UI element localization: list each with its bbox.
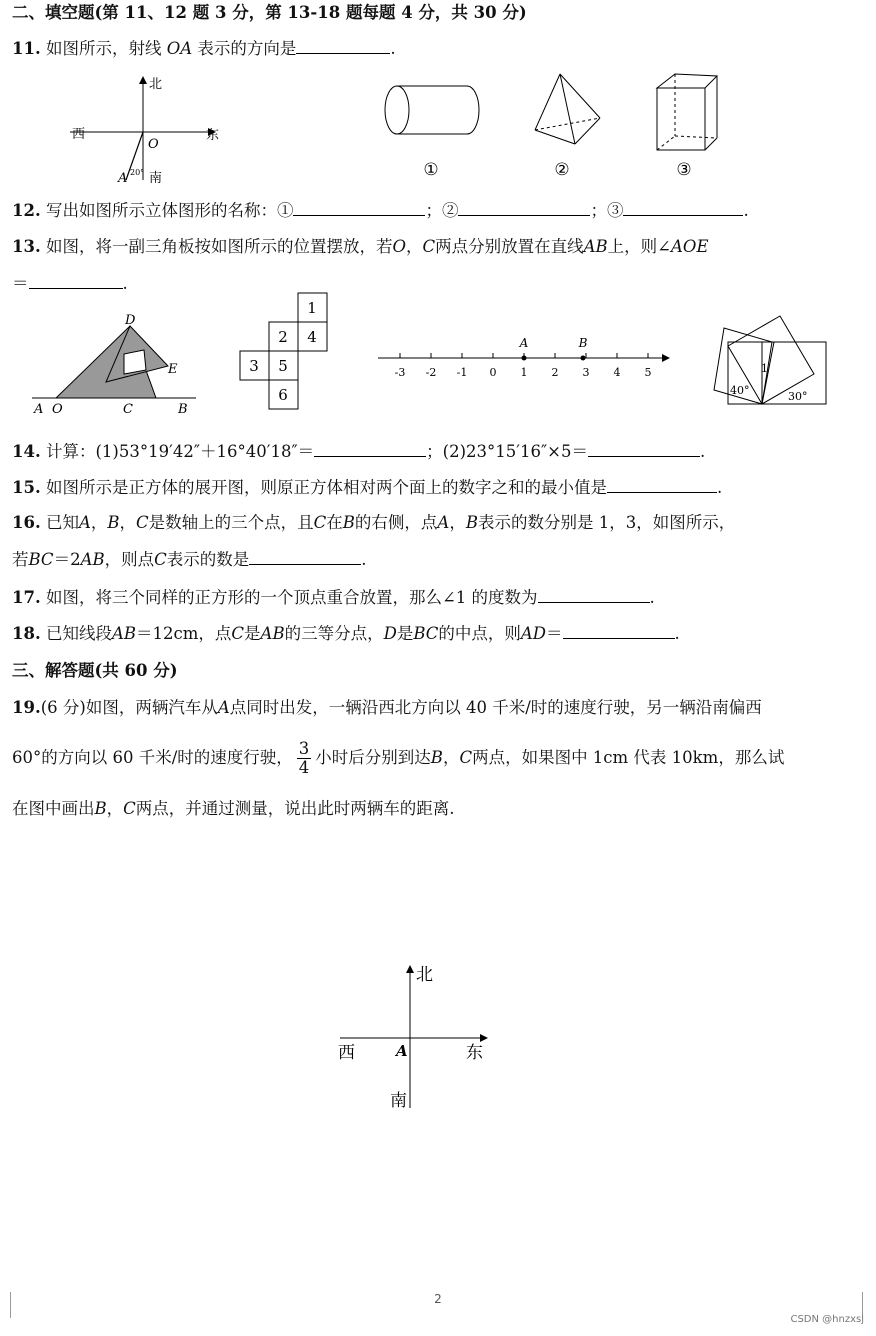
- q12-blank-1[interactable]: [293, 199, 425, 216]
- q13-v4: AOE: [671, 237, 709, 256]
- watermark: CSDN @hnzxsj: [790, 1314, 864, 1325]
- number-line-tick-label: -2: [425, 366, 437, 379]
- q18-ad: AD: [520, 624, 547, 643]
- q12-text: 写出如图所示立体图形的名称：①: [45, 201, 294, 220]
- q18-number: 18.: [12, 624, 41, 643]
- q15-number: 15.: [12, 478, 41, 497]
- q18-ab: AB: [111, 624, 137, 643]
- q19-c: C: [459, 748, 473, 767]
- q19-t2: 点同时出发，一辆沿西北方向以 40 千米/时的速度行驶，另一辆沿南偏西: [229, 698, 762, 717]
- q19-line2: [12, 740, 784, 777]
- q16-t2: 是数轴上的三个点，且: [148, 513, 314, 532]
- label-o: O: [52, 402, 63, 417]
- q18-answer-blank[interactable]: [563, 622, 675, 639]
- q11-number: 11.: [12, 39, 41, 58]
- solid-label-3: ③: [676, 160, 692, 180]
- q15-end: .: [716, 478, 723, 497]
- q18-d: D: [383, 624, 397, 643]
- number-line-tick-label: 3: [582, 366, 590, 379]
- number-line-label-b: B: [578, 336, 588, 350]
- q19-l3a: 在图中画出: [12, 799, 95, 818]
- q18-ab2: AB: [260, 624, 285, 643]
- q13-end: .: [122, 274, 128, 293]
- q16-c1: ，: [90, 513, 108, 532]
- number-line-tick-label: -1: [456, 366, 468, 379]
- label-c: C: [123, 402, 133, 417]
- q18-t7: ＝: [546, 624, 563, 643]
- q16-b2: B: [342, 513, 355, 532]
- q11-var: OA: [166, 39, 193, 58]
- q19-l2a: 60°的方向以 60 千米/时的速度行驶，: [12, 748, 293, 767]
- fraction-numerator: 3: [298, 739, 310, 758]
- q13-text: 如图，将一副三角板按如图所示的位置摆放，若: [45, 237, 393, 256]
- compass1-north-arrow: [139, 76, 147, 84]
- q16-ab: AB: [80, 550, 105, 569]
- q13-eq: ＝: [12, 274, 29, 293]
- net-num-1: 1: [307, 299, 317, 317]
- q19-a: A: [217, 698, 230, 717]
- compass1-east: 东: [206, 128, 220, 143]
- q14: [12, 440, 705, 463]
- number-line-tick-label: 2: [551, 366, 559, 379]
- q16-a2: A: [437, 513, 450, 532]
- q17-number: 17.: [12, 588, 41, 607]
- compass1-point-a: A: [118, 171, 128, 186]
- three-squares-figure: [700, 312, 834, 412]
- section2-title: 二、填空题(第 11、12 题 3 分，第 13-18 题每题 4 分，共 30 分): [12, 3, 527, 22]
- q14-sep: ；(2)23°15′16″×5＝: [426, 442, 588, 461]
- page-number: 2: [434, 1292, 442, 1306]
- q13: [12, 236, 709, 258]
- q16-c2v: C: [313, 513, 327, 532]
- triangle-boards-figure: [28, 310, 198, 418]
- q16-l2a: 若: [12, 550, 29, 569]
- q17-answer-blank[interactable]: [538, 586, 650, 603]
- q16-l2c: 表示的数是: [166, 550, 250, 569]
- compass2-south: 南: [390, 1091, 407, 1111]
- q16-b3: B: [465, 513, 478, 532]
- q16-answer-blank[interactable]: [249, 548, 361, 565]
- solid-label-1: ①: [423, 160, 439, 180]
- q19-t1: (6 分)如图，两辆汽车从: [40, 698, 218, 717]
- q16-t1: 已知: [45, 513, 79, 532]
- q14-blank-2[interactable]: [588, 440, 700, 457]
- q16-a: A: [78, 513, 91, 532]
- compass-figure-2: [330, 960, 500, 1112]
- compass2-east: 东: [466, 1043, 483, 1063]
- q13-v1: O: [392, 237, 406, 256]
- compass2-west: 西: [338, 1043, 355, 1063]
- cylinder-shape: [385, 86, 479, 134]
- q11-answer-blank[interactable]: [296, 37, 390, 54]
- q13-c1: ，: [406, 237, 423, 256]
- q16-l2b: ，则点: [104, 550, 155, 569]
- q16-t3: 在: [326, 513, 343, 532]
- q18-end: .: [674, 624, 680, 643]
- triangle-hole: [124, 350, 146, 374]
- number-line-tick-label: 1: [520, 366, 528, 379]
- q11: [12, 37, 396, 60]
- q13-number: 13.: [12, 237, 41, 256]
- compass2-north: 北: [416, 965, 433, 985]
- q14-blank-1[interactable]: [314, 440, 426, 457]
- q18-bc: BC: [413, 624, 439, 643]
- net-num-2: 2: [278, 328, 288, 346]
- q19-l3b: 两点，并通过测量，说出此时两辆车的距离.: [135, 799, 455, 818]
- fraction-three-quarters: [297, 740, 312, 777]
- q16-t5: 表示的数分别是 1，3，如图所示，: [477, 513, 736, 532]
- q13-answer-blank[interactable]: [29, 272, 123, 289]
- q14-text: 计算：(1)53°19′42″＋16°40′18″＝: [45, 442, 315, 461]
- q19: [12, 697, 762, 719]
- q16-c3: ，: [449, 513, 466, 532]
- q19-c2: ，: [106, 799, 124, 818]
- q15-text: 如图所示是正方体的展开图，则原正方体相对两个面上的数字之和的最小值是: [45, 478, 607, 497]
- q19-l2b: 小时后分别到达: [315, 748, 431, 767]
- compass2-origin-a: A: [396, 1042, 408, 1060]
- q16-end: .: [361, 550, 367, 569]
- prism-shape: [657, 74, 717, 150]
- q19-b: B: [430, 748, 443, 767]
- q19-number: 19.: [12, 698, 41, 717]
- q18-t3: 是: [244, 624, 261, 643]
- angle-30-label: 30°: [788, 390, 808, 403]
- compass1-angle: 20°: [130, 168, 145, 177]
- solid-label-2: ②: [554, 160, 570, 180]
- label-a: A: [34, 402, 44, 417]
- number-line-point-a: [522, 356, 527, 361]
- compass1-west: 西: [72, 127, 86, 142]
- q18-t2: ＝12cm，点: [136, 624, 232, 643]
- q16: [12, 512, 735, 534]
- q15: [12, 476, 722, 499]
- q15-answer-blank[interactable]: [607, 476, 717, 493]
- q14-end: .: [699, 442, 706, 461]
- q16-c2: ，: [119, 513, 137, 532]
- compass1-south: 南: [149, 171, 163, 186]
- compass-figure-1: [60, 72, 230, 187]
- q16-number: 16.: [12, 513, 41, 532]
- q13-v2: C: [422, 237, 436, 256]
- q17-text: 如图，将三个同样的正方形的一个顶点重合放置，那么∠1 的度数为: [45, 588, 538, 607]
- q19-b2: B: [94, 799, 107, 818]
- q19-c2v: C: [123, 799, 136, 818]
- fraction-denominator: 4: [298, 758, 310, 777]
- net-num-4: 4: [307, 328, 317, 346]
- label-d: D: [125, 313, 136, 328]
- cube-net-figure: [236, 292, 332, 412]
- q12-sep2: ；③: [590, 201, 624, 220]
- q12-number: 12.: [12, 201, 41, 220]
- q18-c: C: [231, 624, 245, 643]
- compass2-east-arrow: [480, 1034, 488, 1042]
- compass1-north: 北: [149, 77, 163, 92]
- net-num-6: 6: [278, 386, 288, 404]
- net-num-5: 5: [278, 357, 288, 375]
- number-line-label-a: A: [519, 336, 529, 350]
- number-line-tick-label: 5: [644, 366, 652, 379]
- q17-end: .: [649, 588, 655, 607]
- q18: [12, 622, 680, 645]
- solids-figure: [375, 68, 735, 183]
- q16-c3v: C: [154, 550, 167, 569]
- q16-c: C: [136, 513, 149, 532]
- q12-blank-3[interactable]: [623, 199, 743, 216]
- pyramid-shape: [535, 74, 600, 144]
- q16-b: B: [107, 513, 120, 532]
- q11-text: 如图所示，射线: [45, 39, 162, 58]
- q13-text3: 上，则∠: [607, 237, 671, 256]
- q16-bc: BC: [28, 550, 54, 569]
- number-line-tick-label: 4: [613, 366, 621, 379]
- q12-end: .: [743, 201, 749, 220]
- number-line-tick-label: -3: [394, 366, 406, 379]
- label-b: B: [178, 402, 188, 417]
- q13-text2: 两点分别放置在直线: [435, 237, 584, 256]
- angle-1-label: 1: [761, 362, 768, 375]
- q16-line2: [12, 548, 366, 571]
- q14-number: 14.: [12, 442, 41, 461]
- compass1-origin: O: [148, 137, 159, 152]
- q18-t4: 的三等分点，: [284, 624, 384, 643]
- net-num-3: 3: [249, 357, 259, 375]
- number-line-figure: [372, 334, 674, 384]
- compass2-north-arrow: [406, 965, 414, 973]
- q13-v3: AB: [583, 237, 608, 256]
- q18-t1: 已知线段: [45, 624, 112, 643]
- q12: [12, 199, 749, 222]
- label-e: E: [168, 362, 178, 377]
- number-line-arrow: [662, 354, 670, 362]
- angle-40-label: 40°: [730, 384, 750, 397]
- q18-t6: 的中点，则: [438, 624, 521, 643]
- q19-l2c: 两点，如果图中 1cm 代表 10km，那么试: [472, 748, 785, 767]
- q16-eq: ＝2: [53, 550, 81, 569]
- q12-sep1: ；②: [425, 201, 459, 220]
- q13-line2: [12, 272, 128, 295]
- number-line-tick-label: 0: [489, 366, 497, 379]
- q12-blank-2[interactable]: [458, 199, 590, 216]
- q11-end: .: [390, 39, 396, 58]
- q19-c1: ，: [442, 748, 460, 767]
- number-line-point-b: [581, 356, 586, 361]
- q19-line3: [12, 798, 455, 820]
- section3-title: 三、解答题(共 60 分): [12, 661, 178, 680]
- q11-text2: 表示的方向是: [197, 39, 297, 58]
- q18-t5: 是: [396, 624, 414, 643]
- q16-t4: 的右侧，点: [354, 513, 438, 532]
- q17: [12, 586, 655, 609]
